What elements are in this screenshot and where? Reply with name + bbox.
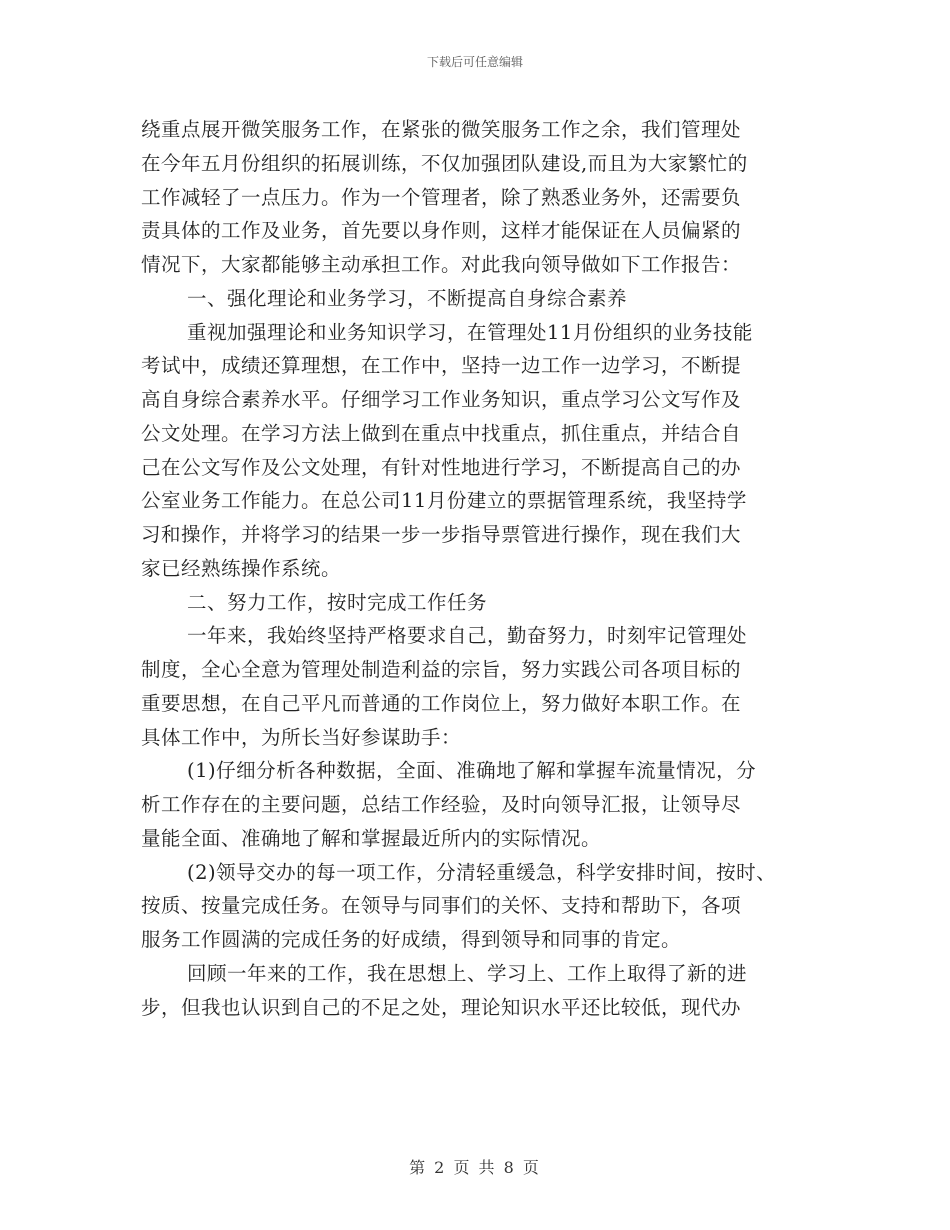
text-line: 在今年五月份组织的拓展训练，不仅加强团队建设,而且为大家繁忙的 [141,151,748,175]
text-line: (1)仔细分析各种数据，全面、准确地了解和掌握车流量情况，分 [187,759,757,783]
text-line: 己在公文写作及公文处理，有针对性地进行学习，不断提高自己的办 [141,455,742,479]
text-line: 公室业务工作能力。在总公司11月份建立的票据管理系统，我坚持学 [141,489,747,513]
text-line: 情况下，大家都能够主动承担工作。对此我向领导做如下工作报告： [141,253,742,276]
text-line: 家已经熟练操作系统。 [141,556,342,580]
document-body [141,113,811,1024]
text-line: 二、努力工作，按时完成工作任务 [187,590,488,614]
text-line: 一、强化理论和业务学习，不断提高自身综合素养 [187,286,628,310]
text-line: 一年来，我始终坚持严格要求自己，勤奋努力，时刻牢记管理处 [187,624,748,648]
text-line: 公文处理。在学习方法上做到在重点中找重点，抓住重点，并结合自 [141,421,742,445]
text-line: 回顾一年来的工作，我在思想上、学习上、工作上取得了新的进 [187,961,748,985]
text-line: 按质、按量完成任务。在领导与同事们的关怀、支持和帮助下，各项 [141,894,742,918]
text-line: 具体工作中，为所长当好参谋助手： [141,725,462,749]
text-line: 习和操作，并将学习的结果一步一步指导票管进行操作，现在我们大 [141,523,742,546]
text-line: 重视加强理论和业务知识学习，在管理处11月份组织的业务技能 [187,320,753,344]
text-line: 析工作存在的主要问题，总结工作经验，及时向领导汇报，让领导尽 [141,793,742,816]
page-number: 第 2 页 共 8 页 [409,1158,541,1177]
text-line: 绕重点展开微笑服务工作，在紧张的微笑服务工作之余，我们管理处 [141,118,742,141]
page-header: 下载后可任意编辑 [426,55,523,69]
text-line: 考试中，成绩还算理想，在工作中，坚持一边工作一边学习，不断提 [141,354,742,378]
text-line: (2)领导交办的每一项工作，分清轻重缓急，科学安排时间，按时、 [187,860,777,884]
text-line: 高自身综合素养水平。仔细学习工作业务知识，重点学习公文写作及 [141,388,742,411]
text-line: 重要思想，在自己平凡而普通的工作岗位上，努力做好本职工作。在 [141,691,742,715]
text-line: 服务工作圆满的完成任务的好成绩，得到领导和同事的肯定。 [141,928,682,951]
text-line: 责具体的工作及业务，首先要以身作则，这样才能保证在人员偏紧的 [141,219,742,243]
text-line: 步，但我也认识到自己的不足之处，理论知识水平还比较低，现代办 [141,995,742,1019]
text-line: 量能全面、准确地了解和掌握最近所内的实际情况。 [141,826,602,850]
text-line: 工作减轻了一点压力。作为一个管理者，除了熟悉业务外，还需要负 [141,185,742,209]
text-line: 制度，全心全意为管理处制造利益的宗旨，努力实践公司各项目标的 [141,658,742,681]
